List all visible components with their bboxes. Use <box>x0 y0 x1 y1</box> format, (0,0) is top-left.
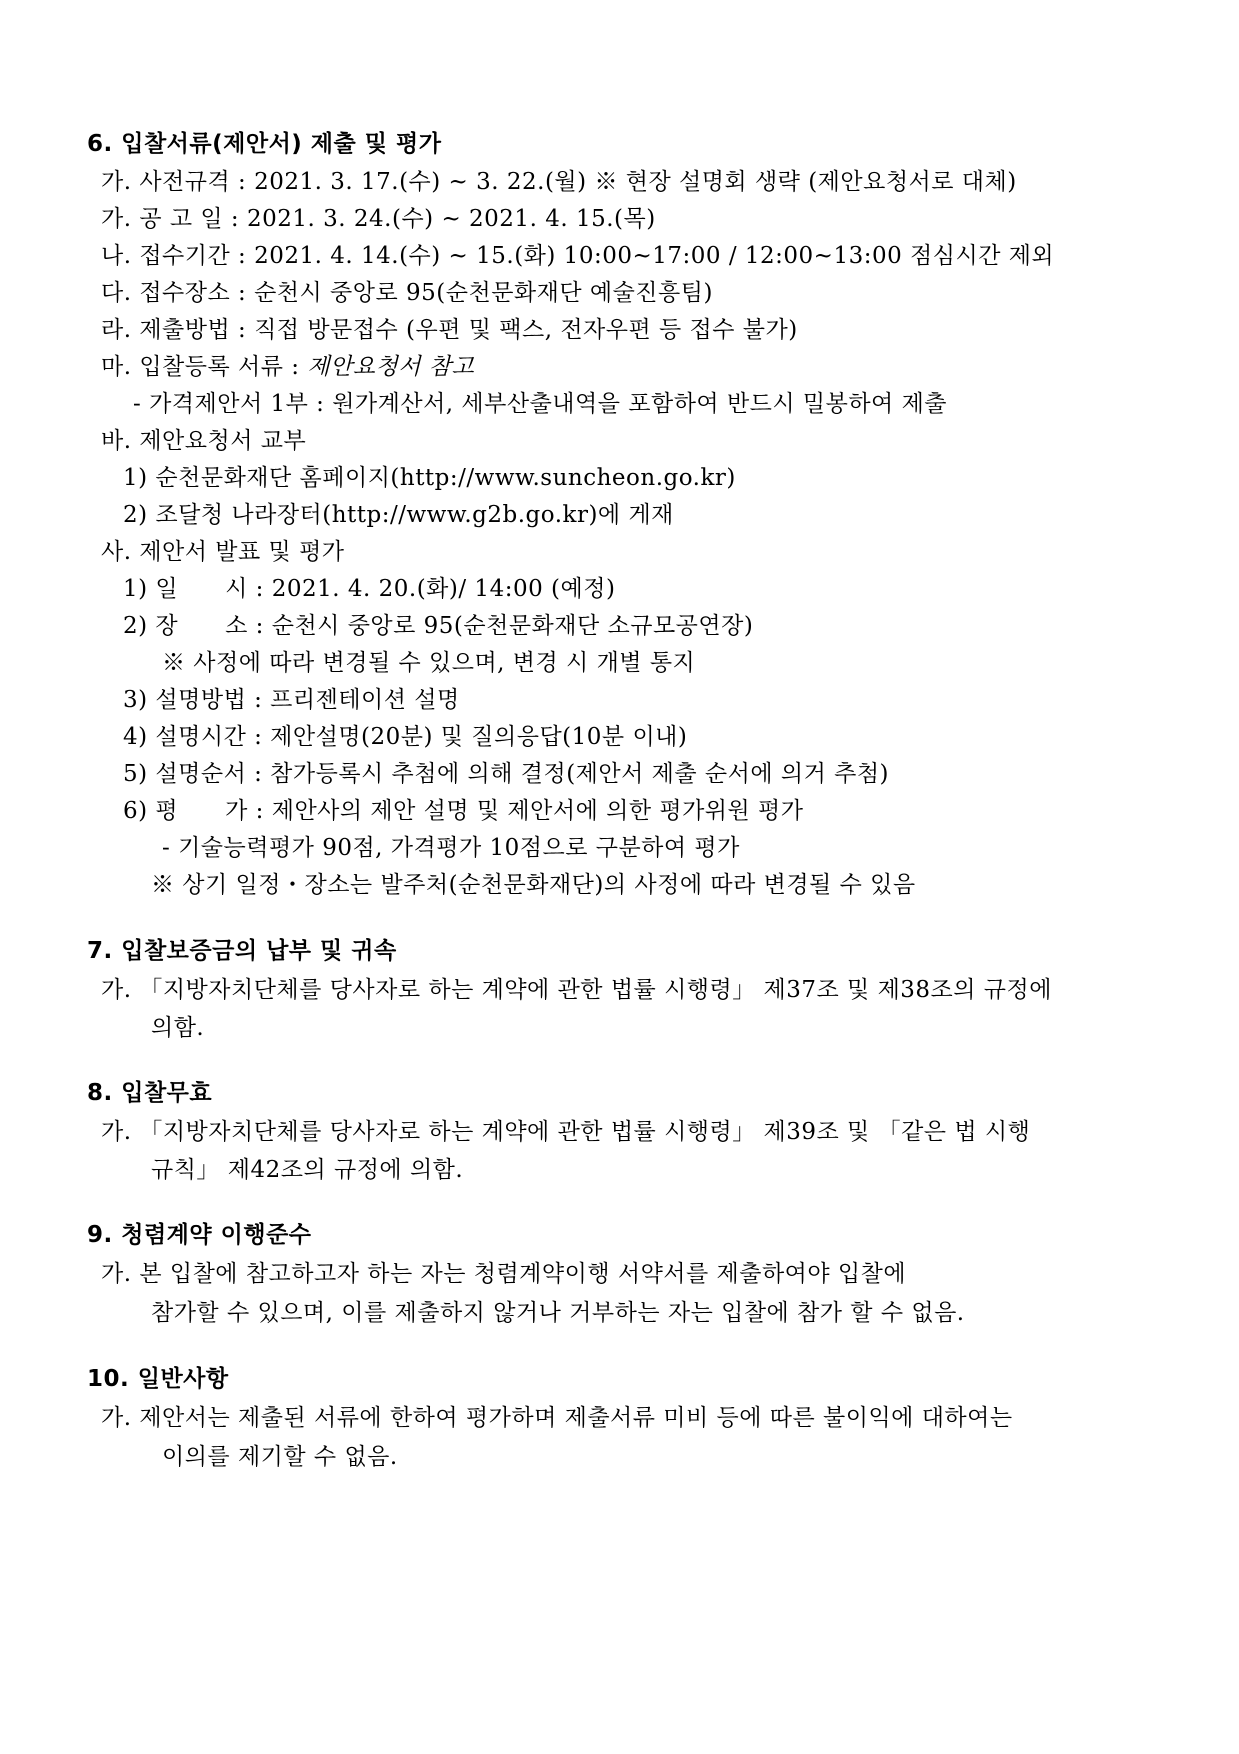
submission-docs-label: 마. 입찰등록 서류 : <box>101 354 308 380</box>
section-9-title: 9. 청렴계약 이행준수 <box>87 1222 312 1248</box>
section-6-line-12: 1) 일 시 : 2021. 4. 20.(화)/ 14:00 (예정) <box>123 576 616 602</box>
section-6-line-1: 가. 사전규격 : 2021. 3. 17.(수) ~ 3. 22.(월) ※ 현장 설명회 생략 (제안요청서로 대체) <box>101 169 1017 195</box>
section-8-line-1: 가. 「지방자치단체를 당사자로 하는 계약에 관한 법률 시행령」 제39조 및 「같은 법 시행 <box>101 1119 1031 1145</box>
section-6-line-5: 라. 제출방법 : 직접 방문접수 (우편 및 팩스, 전자우편 등 접수 불가) <box>101 317 798 343</box>
section-6-line-18: 6) 평 가 : 제안사의 제안 설명 및 제안서에 의한 평가위원 평가 <box>123 798 804 824</box>
section-6-title: 6. 입찰서류(제안서) 제출 및 평가 <box>87 131 442 157</box>
section-10-line-2: 이의를 제기할 수 없음. <box>162 1444 398 1470</box>
section-8-line-2: 규칙」 제42조의 규정에 의함. <box>151 1157 464 1183</box>
section-6-line-16: 4) 설명시간 : 제안설명(20분) 및 질의응답(10분 이내) <box>123 724 688 750</box>
section-9-line-1: 가. 본 입찰에 참고하고자 하는 자는 청렴계약이행 서약서를 제출하여야 입찰에 <box>101 1261 907 1287</box>
section-6-line-11: 사. 제안서 발표 및 평가 <box>101 539 345 565</box>
section-6-line-7: - 가격제안서 1부 : 원가계산서, 세부산출내역을 포함하여 반드시 밀봉하여 제출 <box>133 391 948 417</box>
section-10-title: 10. 일반사항 <box>87 1366 229 1392</box>
section-6-line-15: 3) 설명방법 : 프리젠테이션 설명 <box>123 687 460 713</box>
section-6-line-20: ※ 상기 일정・장소는 발주처(순천문화재단)의 사정에 따라 변경될 수 있음 <box>151 872 916 898</box>
section-7-title: 7. 입찰보증금의 납부 및 귀속 <box>87 938 397 964</box>
section-6-line-13: 2) 장 소 : 순천시 중앙로 95(순천문화재단 소규모공연장) <box>123 613 754 639</box>
section-6-line-17: 5) 설명순서 : 참가등록시 추첨에 의해 결정(제안서 제출 순서에 의거 추첨) <box>123 761 890 787</box>
section-8-title: 8. 입찰무효 <box>87 1080 213 1106</box>
section-6-line-6 <box>101 352 474 382</box>
section-6-line-4: 다. 접수장소 : 순천시 중앙로 95(순천문화재단 예술진흥팀) <box>101 280 713 306</box>
submission-docs-note: 제안요청서 참고 <box>307 354 475 380</box>
section-6-line-3: 나. 접수기간 : 2021. 4. 14.(수) ~ 15.(화) 10:00~17:00 / 12:00~13:00 점심시간 제외 <box>101 243 1055 269</box>
section-7-line-2: 의함. <box>151 1015 205 1041</box>
section-6-line-10: 2) 조달청 나라장터(http://www.g2b.go.kr)에 게재 <box>123 502 674 528</box>
section-9-line-2: 참가할 수 있으며, 이를 제출하지 않거나 거부하는 자는 입찰에 참가 할 수 없음. <box>151 1300 965 1326</box>
section-6-line-14: ※ 사정에 따라 변경될 수 있으며, 변경 시 개별 통지 <box>162 650 696 676</box>
section-6-line-2: 가. 공 고 일 : 2021. 3. 24.(수) ~ 2021. 4. 15.(목) <box>101 206 656 232</box>
section-6-line-8: 바. 제안요청서 교부 <box>101 428 307 454</box>
section-7-line-1: 가. 「지방자치단체를 당사자로 하는 계약에 관한 법률 시행령」 제37조 및 제38조의 규정에 <box>101 977 1052 1003</box>
section-6-line-19: - 기술능력평가 90점, 가격평가 10점으로 구분하여 평가 <box>162 835 740 861</box>
section-6-line-9: 1) 순천문화재단 홈페이지(http://www.suncheon.go.kr) <box>123 465 736 491</box>
section-10-line-1: 가. 제안서는 제출된 서류에 한하여 평가하며 제출서류 미비 등에 따른 불이익에 대하여는 <box>101 1405 1013 1431</box>
